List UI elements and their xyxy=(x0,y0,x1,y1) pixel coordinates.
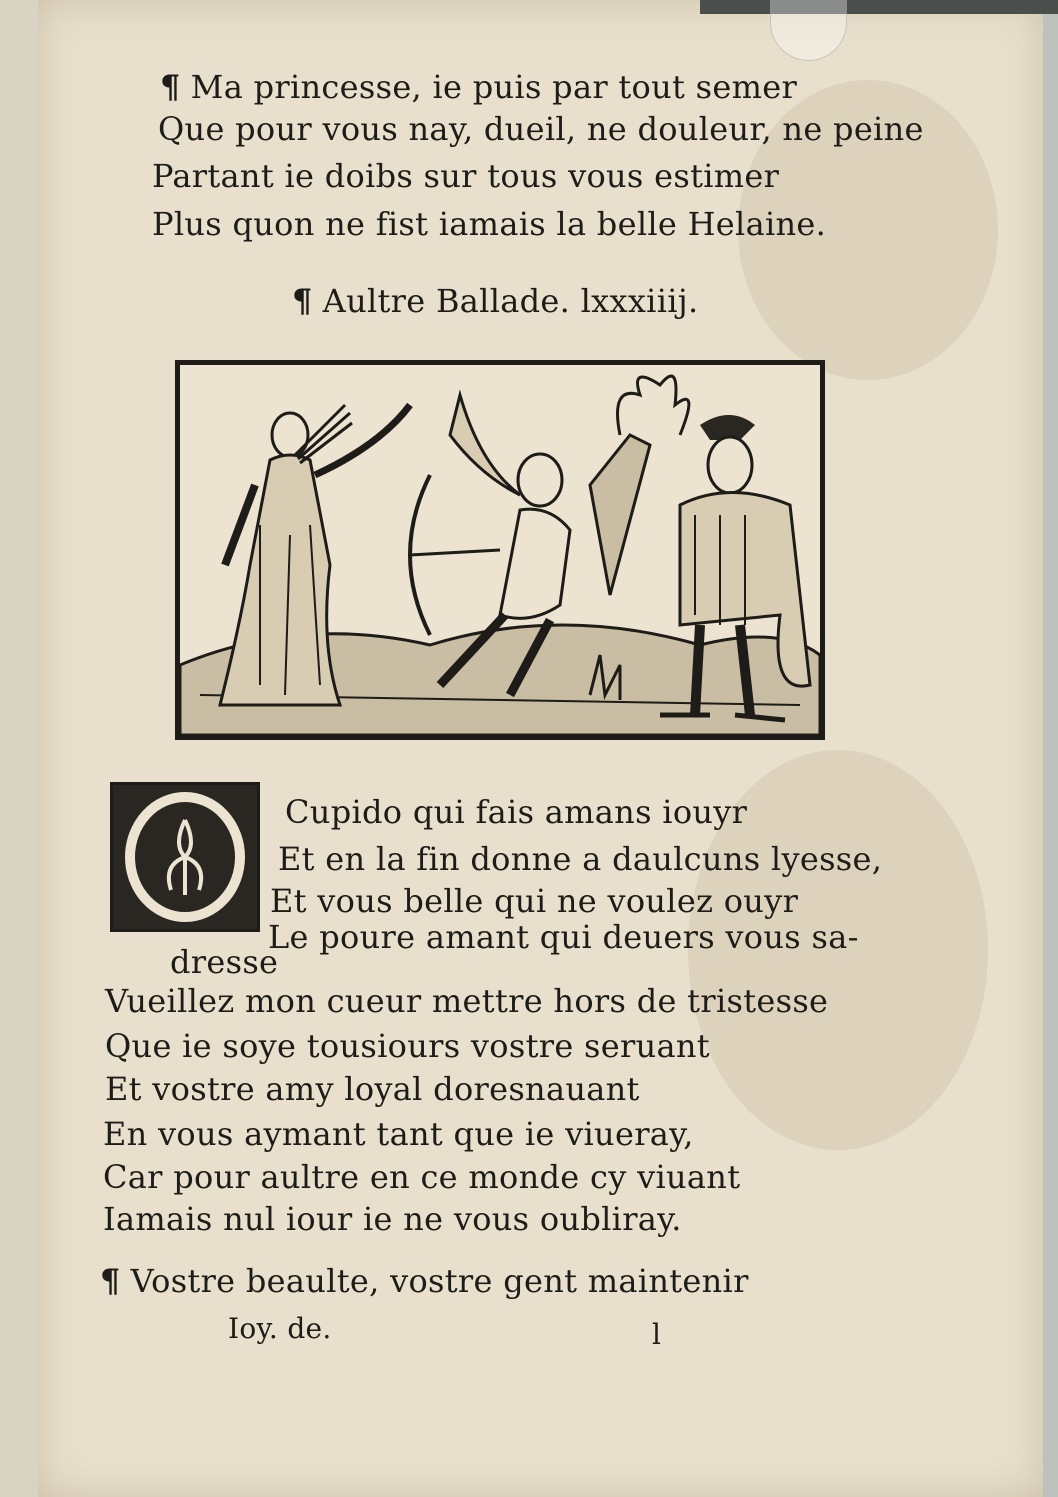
ballade-line: Le poure amant qui deuers vous sa- xyxy=(268,918,859,956)
stanza-line: Partant ie doibs sur tous vous estimer xyxy=(152,157,780,195)
woodcut-svg xyxy=(180,365,820,735)
ballade-line: dresse xyxy=(170,943,279,981)
ballade-line: Cupido qui fais amans iouyr xyxy=(285,793,748,831)
stanza-line: Plus quon ne fist iamais la belle Helaine. xyxy=(152,205,827,243)
ballade-line: Que ie soye tousiours vostre seruant xyxy=(105,1027,710,1065)
decorated-initial xyxy=(110,782,260,932)
ballade-line: Et vous belle qui ne voulez ouyr xyxy=(270,882,799,920)
ballade-line: Iamais nul iour ie ne vous oubliray. xyxy=(103,1200,682,1238)
ballade-line: Et en la fin donne a daulcuns lyesse, xyxy=(278,840,883,878)
scanner-edge xyxy=(700,0,1058,14)
pilcrow-icon: ¶ xyxy=(292,282,313,320)
page-gutter xyxy=(0,0,38,1497)
stanza-line: ¶ Ma princesse, ie puis par tout semer xyxy=(160,68,798,106)
pilcrow-icon: ¶ xyxy=(100,1262,121,1300)
catchword: Ioy. de. xyxy=(228,1312,332,1345)
ballade-line: Et vostre amy loyal doresnauant xyxy=(105,1070,640,1108)
signature-mark: l xyxy=(652,1318,662,1351)
ballade-line: Vueillez mon cueur mettre hors de tristesse xyxy=(105,982,829,1020)
final-line: ¶ Vostre beaulte, vostre gent maintenir xyxy=(100,1262,749,1300)
ballade-heading: ¶ Aultre Ballade. lxxxiiij. xyxy=(292,282,699,320)
initial-ornament xyxy=(113,785,257,929)
ballade-line: En vous aymant tant que ie viueray, xyxy=(103,1115,694,1153)
ballade-line: Car pour aultre en ce monde cy viuant xyxy=(103,1158,741,1196)
pilcrow-icon: ¶ xyxy=(160,68,181,106)
stanza-line: Que pour vous nay, dueil, ne douleur, ne peine xyxy=(158,110,924,148)
woodcut-illustration xyxy=(175,360,825,740)
